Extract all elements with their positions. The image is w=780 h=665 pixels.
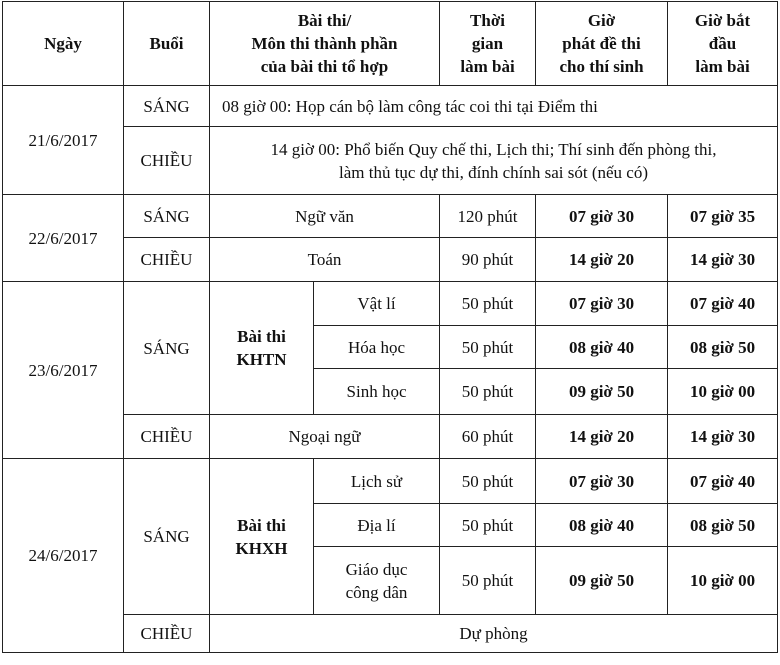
header-buoi: Buổi xyxy=(124,2,210,86)
duration-cell: 120 phút xyxy=(440,195,536,238)
session-cell: SÁNG xyxy=(124,282,210,415)
date-cell: 22/6/2017 xyxy=(3,195,124,282)
session-cell: CHIỀU xyxy=(124,238,210,282)
distribution-time-cell: 07 giờ 30 xyxy=(536,282,668,326)
duration-cell: 50 phút xyxy=(440,282,536,326)
distribution-time-cell: 09 giờ 50 xyxy=(536,547,668,615)
start-time-cell: 14 giờ 30 xyxy=(668,238,778,282)
session-cell: SÁNG xyxy=(124,86,210,127)
distribution-time-cell: 07 giờ 30 xyxy=(536,195,668,238)
session-cell: CHIỀU xyxy=(124,415,210,459)
distribution-time-cell: 07 giờ 30 xyxy=(536,459,668,504)
duration-cell: 50 phút xyxy=(440,369,536,415)
duration-cell: 50 phút xyxy=(440,504,536,547)
distribution-time-cell: 14 giờ 20 xyxy=(536,415,668,459)
subject-cell: Hóa học xyxy=(314,326,440,369)
subject-cell: Địa lí xyxy=(314,504,440,547)
subject-cell: Ngữ văn xyxy=(210,195,440,238)
exam-schedule-table xyxy=(2,1,778,653)
session-cell: CHIỀU xyxy=(124,615,210,653)
start-time-cell: 10 giờ 00 xyxy=(668,369,778,415)
subject-cell: Lịch sử xyxy=(314,459,440,504)
subject-cell: Toán xyxy=(210,238,440,282)
subject-cell: Vật lí xyxy=(314,282,440,326)
header-row xyxy=(3,2,778,86)
duration-cell: 90 phút xyxy=(440,238,536,282)
distribution-time-cell: 08 giờ 40 xyxy=(536,504,668,547)
start-time-cell: 08 giờ 50 xyxy=(668,326,778,369)
header-gio-phat-de: Giờ phát đề thi cho thí sinh xyxy=(536,2,668,86)
distribution-time-cell: 14 giờ 20 xyxy=(536,238,668,282)
duration-cell: 60 phút xyxy=(440,415,536,459)
table-row xyxy=(3,195,778,238)
duration-cell: 50 phút xyxy=(440,459,536,504)
start-time-cell: 14 giờ 30 xyxy=(668,415,778,459)
session-cell: SÁNG xyxy=(124,195,210,238)
date-cell: 23/6/2017 xyxy=(3,282,124,459)
table-row xyxy=(3,282,778,326)
note-cell: Dự phòng xyxy=(210,615,778,653)
start-time-cell: 10 giờ 00 xyxy=(668,547,778,615)
note-cell: 14 giờ 00: Phổ biến Quy chế thi, Lịch thi; Thí sinh đến phòng thi, làm thủ tục dự thi, đính chính sai sót (nếu có) xyxy=(210,127,778,195)
table-row xyxy=(3,459,778,504)
start-time-cell: 07 giờ 40 xyxy=(668,282,778,326)
note-cell: 08 giờ 00: Họp cán bộ làm công tác coi thi tại Điểm thi xyxy=(210,86,778,127)
session-cell: SÁNG xyxy=(124,459,210,615)
date-cell: 21/6/2017 xyxy=(3,86,124,195)
session-cell: CHIỀU xyxy=(124,127,210,195)
duration-cell: 50 phút xyxy=(440,547,536,615)
subject-cell: Sinh học xyxy=(314,369,440,415)
duration-cell: 50 phút xyxy=(440,326,536,369)
group-cell: Bài thi KHXH xyxy=(210,459,314,615)
date-cell: 24/6/2017 xyxy=(3,459,124,653)
table-row xyxy=(3,86,778,127)
distribution-time-cell: 08 giờ 40 xyxy=(536,326,668,369)
subject-cell: Ngoại ngữ xyxy=(210,415,440,459)
group-cell: Bài thi KHTN xyxy=(210,282,314,415)
header-ngay: Ngày xyxy=(3,2,124,86)
header-gio-bat-dau: Giờ bắt đầu làm bài xyxy=(668,2,778,86)
distribution-time-cell: 09 giờ 50 xyxy=(536,369,668,415)
header-mon-thi: Bài thi/ Môn thi thành phần của bài thi tổ hợp xyxy=(210,2,440,86)
start-time-cell: 08 giờ 50 xyxy=(668,504,778,547)
start-time-cell: 07 giờ 35 xyxy=(668,195,778,238)
start-time-cell: 07 giờ 40 xyxy=(668,459,778,504)
subject-cell: Giáo dục công dân xyxy=(314,547,440,615)
header-thoi-gian: Thời gian làm bài xyxy=(440,2,536,86)
